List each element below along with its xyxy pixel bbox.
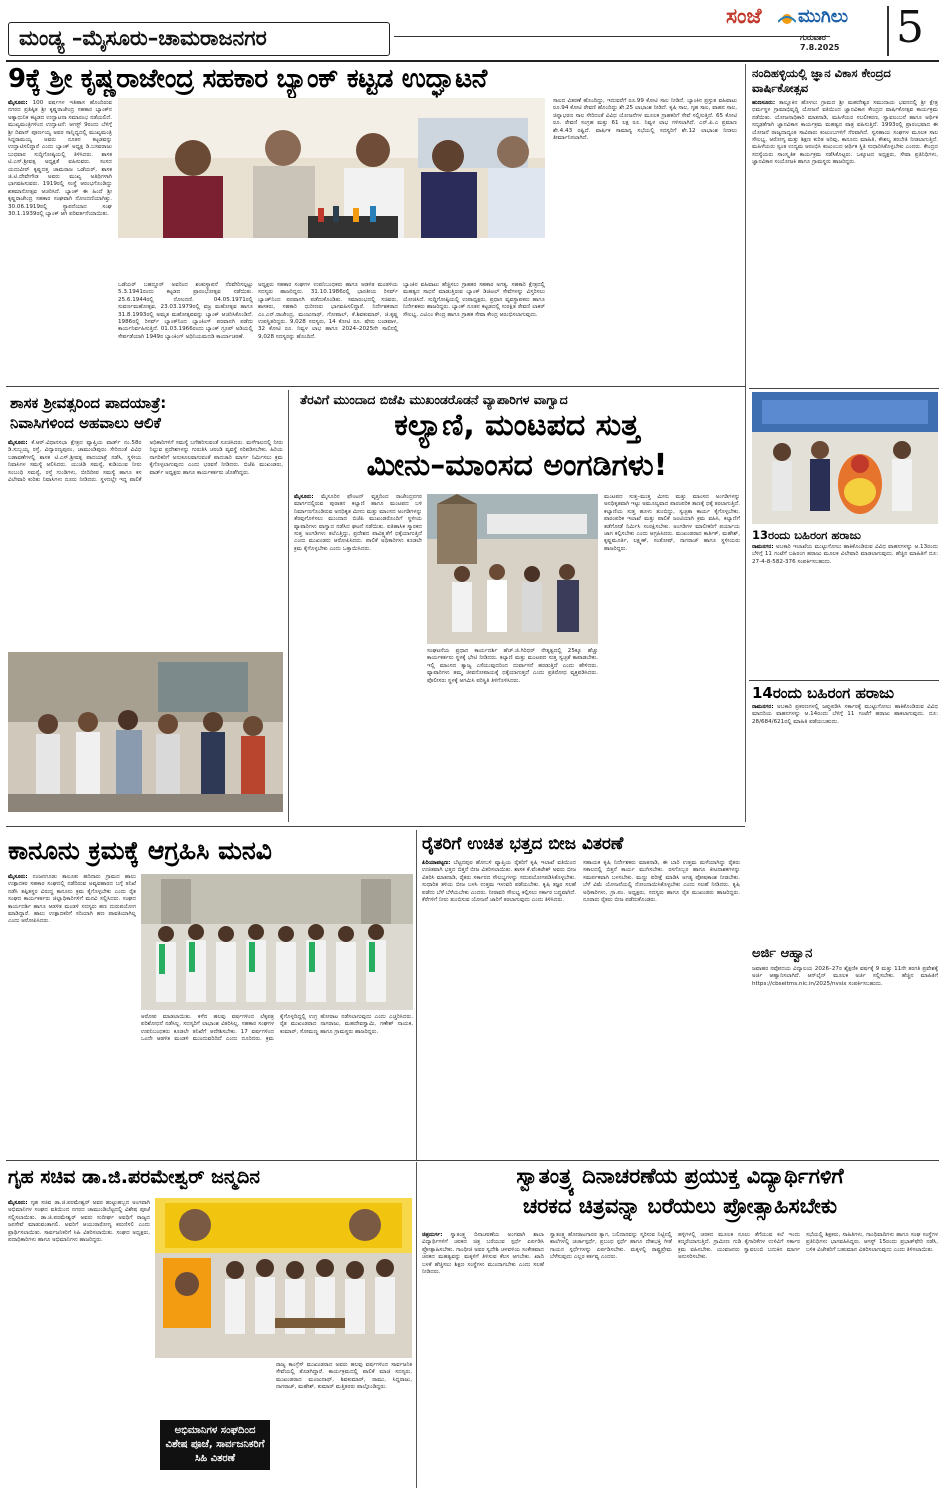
application-story <box>752 966 938 1156</box>
col-divider-law <box>416 830 417 1160</box>
page-number-divider <box>887 6 889 56</box>
auction-14-dateline: ರಾಮನಗರ: <box>752 704 774 710</box>
birthday-body-a: ಗೃಹ ಸಚಿವ ಡಾ.ಜಿ.ಪರಮೇಶ್ವರ್ ಅವರ ಹುಟ್ಟುಹಬ್ಬದ ಅಂಗವಾಗಿ ಅಭಿಮಾನಿಗಳ ಸಂಘದ ವತಿಯಿಂದ ನಗರದ ಚಾಮುಂಡಿಬೆಟ್ಟದಲ್ಲಿ ವಿಶೇಷ ಪೂಜೆ ಸಲ್ಲಿಸಲಾಯಿತು. ಡಾ.ಜಿ.ಪರಮೇಶ್ವರ್ ಅವರು ಸುದೀರ್ಘ ಅವಧಿಗೆ ರಾಜ್ಯದ ಜನಸೇವೆ ಮಾಡುವಂತಾಗಲಿ. ಅವರಿಗೆ ಆಯುರಾರೋಗ್ಯ ಕರುಣಿಸಲಿ ಎಂದು ಪ್ರಾರ್ಥಿಸಲಾಯಿತು. ಸಾರ್ವಜನಿಕರಿಗೆ ಸಿಹಿ ವಿತರಿಸಲಾಯಿತು. ಸಂಘದ ಅಧ್ಯಕ್ಷರು, ಪದಾಧಿಕಾರಿಗಳು ಹಾಗೂ ಅಭಿಮಾನಿಗಳು ಹಾಜರಿದ್ದರು. <box>8 1200 150 1244</box>
painting-dateline: ಚಿತ್ರದುರ್ಗ: <box>422 1232 443 1238</box>
market-body-a: ಮೈಸೂರಿನ ಫೌಂಟನ್ ವೃತ್ತದಿಂದ ರಾಜೇಂದ್ರನಗರ ಮಾರ್ಗದಲ್ಲಿರುವ ಪುರಾತನ ಕಲ್ಯಾಣಿ ಹಾಗೂ ಮಂಟಪದ ಬಳಿ ನಿರ್ಮಾಣಗೊಂಡಿರುವ ಅನಧಿಕೃತ ಮೀನು ಮತ್ತು ಮಾಂಸದ ಅಂಗಡಿಗಳನ್ನು ತೆರವುಗೊಳಿಸಲು ಮುಂದಾದ ಬಿಜೆಪಿ ಮುಖಂಡರೊಂದಿಗೆ ಸ್ಥಳೀಯ ವ್ಯಾಪಾರಿಗಳು ವಾಗ್ವಾದ ನಡೆಸಿದ ಘಟನೆ ನಡೆಯಿತು. ಐತಿಹಾಸಿಕ ಸ್ಮಾರಕದ ಸುತ್ತ ಅಂಗಡಿಗಳು ತಲೆಎತ್ತಿದ್ದು, ಪ್ರದೇಶದ ಪಾವಿತ್ರ್ಯತೆಗೆ ಧಕ್ಕೆಯಾಗುತ್ತಿದೆ ಎಂದು ಮುಖಂಡರು ಆರೋಪಿಸಿದರು. ಪಾಲಿಕೆ ಅಧಿಕಾರಿಗಳು ಕೂಡಲೇ ಕ್ರಮ ಕೈಗೊಳ್ಳಬೇಕು ಎಂದು ಒತ್ತಾಯಿಸಿದರು. <box>294 494 422 552</box>
story1-col-2 <box>118 282 253 382</box>
nandihalli-body: ತಾಲ್ಲೂಕಿನ ಹೊಳಲು ಗ್ರಾಮದ ಶ್ರೀ ಮಹದೇಶ್ವರ ಸಮುದಾಯ ಭವನದಲ್ಲಿ ಶ್ರೀ ಕ್ಷೇತ್ರ ಧರ್ಮಸ್ಥಳ ಗ್ರಾಮಾಭಿವೃದ್ಧಿ ಯೋಜನೆ ವತಿಯಿಂದ ಜ್ಞಾನವಿಕಾಸ ಕೇಂದ್ರದ ವಾರ್ಷಿಕೋತ್ಸವ ಕಾರ್ಯಕ್ರಮ ನಡೆಯಿತು. ಯೋಜನಾಧಿಕಾರಿ ಮಾತನಾಡಿ, ಮಹಿಳೆಯರ ಸಬಲೀಕರಣ, ಸ್ವಾವಲಂಬನೆ ಹಾಗೂ ಆರ್ಥಿಕ ಸದೃಢತೆಗಾಗಿ ಜ್ಞಾನವಿಕಾಸ ಕಾರ್ಯಕ್ರಮ ಮಹತ್ವದ ಪಾತ್ರ ವಹಿಸುತ್ತಿದೆ. 1993ರಲ್ಲಿ ಪ್ರಾರಂಭವಾದ ಈ ಯೋಜನೆ ರಾಜ್ಯದಾದ್ಯಂತ ಸಾವಿರಾರು ಕುಟುಂಬಗಳಿಗೆ ನೆರವಾಗಿದೆ. ಸ್ವಸಹಾಯ ಸಂಘಗಳ ಮೂಲಕ ಸಾಲ ಸೌಲಭ್ಯ, ಆರೋಗ್ಯ ಮತ್ತು ಶಿಕ್ಷಣ ಕುರಿತ ಅರಿವು, ಕಾನೂನು ಮಾಹಿತಿ, ಕೌಶಲ್ಯ ತರಬೇತಿ ನೀಡಲಾಗುತ್ತಿದೆ. ಮಹಿಳೆಯರು ಸ್ವಂತ ಉದ್ಯಮ ಆರಂಭಿಸಿ ಕುಟುಂಬದ ಆರ್ಥಿಕ ಸ್ಥಿತಿ ಸುಧಾರಿಸಿಕೊಳ್ಳಬೇಕು ಎಂದರು. ಕೇಂದ್ರದ ಸದಸ್ಯೆಯರು ಸಾಂಸ್ಕೃತಿಕ ಕಾರ್ಯಕ್ರಮ ನಡೆಸಿಕೊಟ್ಟರು. ಒಕ್ಕೂಟದ ಅಧ್ಯಕ್ಷರು, ಸೇವಾ ಪ್ರತಿನಿಧಿಗಳು, ಜ್ಞಾನವಿಕಾಸ ಸಂಯೋಜಕಿ ಹಾಗೂ ಗ್ರಾಮಸ್ಥರು ಹಾಜರಿದ್ದರು. <box>752 100 938 166</box>
headline-painting-1: ಸ್ವಾತಂತ್ರ್ಯ ದಿನಾಚರಣೆಯ ಪ್ರಯುಕ್ತ ವಿದ್ಯಾರ್ಥಿಗಳಿಗೆ <box>516 1164 844 1188</box>
padayatre-dateline: ಮೈಸೂರು: <box>8 440 28 446</box>
rule-lower <box>6 1160 939 1161</box>
painting-body-a: ಸ್ವಾತಂತ್ರ್ಯ ದಿನಾಚರಣೆಯ ಅಂಗವಾಗಿ ಶಾಲಾ ವಿದ್ಯಾರ್ಥಿಗಳಿಗೆ ಚರಕದ ಚಿತ್ರ ಬರೆಯುವ ಸ್ಪರ್ಧೆ ಏರ್ಪಡಿಸಿ ಪ್ರೋತ್ಸಾಹಿಸಬೇಕು. ಗಾಂಧೀಜಿ ಅವರ ಸ್ವದೇಶಿ ಚಳವಳಿಯ ಸಂಕೇತವಾದ ಚರಕದ ಮಹತ್ವವನ್ನು ಮಕ್ಕಳಿಗೆ ತಿಳಿಸುವ ಕೆಲಸ ಆಗಬೇಕು. ಖಾದಿ ಬಳಕೆ ಹೆಚ್ಚಿಸಲು ಶಿಕ್ಷಣ ಸಂಸ್ಥೆಗಳು ಮುಂದಾಗಬೇಕು ಎಂದು ಸಲಹೆ ನೀಡಿದರು. <box>422 1232 544 1276</box>
story1-col-3 <box>258 282 398 382</box>
birthday-photo-caption: ಅಭಿಮಾನಿಗಳ ಸಂಘದಿಂದ ವಿಶೇಷ ಪೂಜೆ, ಸಾರ್ವಜನಿಕರಿಗೆ ಸಿಹಿ ವಿತರಣೆ <box>160 1420 270 1470</box>
law-col-1 <box>8 874 136 1156</box>
law-dateline: ಮೈಸೂರು: <box>8 874 28 880</box>
painting-body-b: ಸ್ವಾತಂತ್ರ್ಯ ಹೋರಾಟಗಾರರ ತ್ಯಾಗ, ಬಲಿದಾನವನ್ನು ಸ್ಮರಿಸುವ ನಿಟ್ಟಿನಲ್ಲಿ ಶಾಲೆಗಳಲ್ಲಿ ಚರ್ಚಾಸ್ಪರ್ಧೆ, ಪ್ರಬಂಧ ಸ್ಪರ್ಧೆ ಹಾಗೂ ದೇಶಭಕ್ತಿ ಗೀತೆ ಗಾಯನ ಸ್ಪರ್ಧೆಗಳನ್ನು ಏರ್ಪಡಿಸಬೇಕು. ಮಕ್ಕಳಲ್ಲಿ ರಾಷ್ಟ್ರಪ್ರೇಮ ಬೆಳೆಸುವುದು ಎಲ್ಲರ ಕರ್ತವ್ಯ ಎಂದರು. <box>550 1232 672 1261</box>
seeds-col-1 <box>422 860 576 1156</box>
seeds-col-2 <box>583 860 740 1156</box>
story1-col-1 <box>8 100 112 382</box>
rule-right-2 <box>749 680 939 681</box>
painting-col-4 <box>806 1232 938 1484</box>
auction-14-body: ಅಬಕಾರಿ ಪ್ರಕರಣಗಳಲ್ಲಿ ಜಪ್ತುಪಡಿಸಿ ಸರ್ಕಾರಕ್ಕೆ ಮುಟ್ಟುಗೋಲು ಹಾಕಿಕೊಂಡಿರುವ ವಿವಿಧ ಮಾದರಿಯ ವಾಹನಗಳನ್ನು ಆ.14ರಂದು ಬೆಳಿಗ್ಗೆ 11 ಗಂಟೆಗೆ ಹರಾಜು ಹಾಕಲಾಗುವುದು. ದೂ: 28/684/621ರಲ್ಲಿ ಮಾಹಿತಿ ಪಡೆಯಬಹುದು. <box>752 704 938 725</box>
market-photo <box>427 494 598 644</box>
padayatre-photo <box>8 652 283 812</box>
painting-col-1 <box>422 1232 544 1484</box>
col-divider-left <box>288 390 289 822</box>
birthday-body-b: ರಾಜ್ಯ ಕಾಂಗ್ರೆಸ್ ಮುಖಂಡರಾದ ಅವರು ಹಲವು ವರ್ಷಗಳಿಂದ ಸಾರ್ವಜನಿಕ ಸೇವೆಯಲ್ಲಿ ತೊಡಗಿದ್ದಾರೆ. ಕಾರ್ಯಕ್ರಮದಲ್ಲಿ ಪಾಲಿಕೆ ಮಾಜಿ ಸದಸ್ಯರು, ಮುಖಂಡರಾದ ಮಂಜುನಾಥ್, ಶಿವಕುಮಾರ್, ರಾಮು, ಸಿದ್ದರಾಜು, ನಾಗರಾಜ್, ಮಹೇಶ್, ಕುಮಾರ್ ಮತ್ತಿತರರು ಪಾಲ್ಗೊಂಡಿದ್ದರು. <box>276 1362 412 1391</box>
page-number: 5 <box>896 2 924 53</box>
headline-market-2: ಮೀನು–ಮಾಂಸದ ಅಂಗಡಿಗಳು! <box>366 448 668 483</box>
market-col-1 <box>294 494 422 822</box>
market-col-3 <box>604 494 740 822</box>
auction-13-dateline: ರಾಮನಗರ: <box>752 544 774 550</box>
headline-application: ಅರ್ಜಿ ಆಹ್ವಾನ <box>752 946 813 961</box>
law-petition-photo <box>141 874 413 1010</box>
logo-word-mugilu: ಮುಗಿಲು <box>798 6 849 27</box>
story1-col-4 <box>403 282 545 382</box>
story1-body-d: ಅಧ್ಯಕ್ಷರು ಸಹಕಾರ ಸಂಘಗಳ ಉಪನಿಬಂಧಕರು ಹಾಗೂ ಆಡಳಿತ ಮಂಡಳಿಯ ಸದಸ್ಯರು ಹಾಜರಿದ್ದರು. 31.10.1986ರಲ್ಲಿ ಭಾರತೀಯ ರಿಸರ್ವ್ ಬ್ಯಾಂಕ್‌ನಿಂದ ಪರವಾನಗಿ ಪಡೆದುಕೊಂಡಿತು. ಸಮಾರಂಭದಲ್ಲಿ ಸಚಿವರು, ಶಾಸಕರು, ಸಹಕಾರಿ ಧುರೀಣರು ಭಾಗವಹಿಸಲಿದ್ದಾರೆ. ನಿರ್ದೇಶಕರಾದ ಎಂ.ಎನ್.ರಾಜೇಂದ್ರ, ಮಂಜುನಾಥ್, ಗೋಪಾಲ್, ಕೆ.ಶಿವಕುಮಾರ್, ಜಿ.ಕೃಷ್ಣ ಉಪಸ್ಥಿತರಿದ್ದರು. 9,028 ಸದಸ್ಯರು, 14 ಕೋಟಿ ರೂ. ಷೇರು ಬಂಡವಾಳ, 32 ಕೋಟಿ ರೂ. ನಿವ್ವಳ ಲಾಭ ಹಾಗೂ 2024–2025ನೇ ಸಾಲಿನಲ್ಲಿ 9,028 ಸದಸ್ಯರನ್ನು ಹೊಂದಿದೆ. <box>258 282 398 340</box>
law-body-b: ಆರೋಪ ಮಾಡಲಾಯಿತು. ಕಳೆದ ಹಲವು ವರ್ಷಗಳಿಂದ ಲೆಕ್ಕಪತ್ರ ಪರಿಶೋಧನೆ ನಡೆಸಿಲ್ಲ. ಸದಸ್ಯರಿಗೆ ಲಾಭಾಂಶ ವಿತರಿಸಿಲ್ಲ. ಸಹಕಾರ ಸಂಘಗಳ ಉಪನಿಬಂಧಕರು ಕೂಡಲೇ ತನಿಖೆಗೆ ಆದೇಶಿಸಬೇಕು. 17 ವರ್ಷಗಳಿಂದ ಒಂದೇ ಆಡಳಿತ ಮಂಡಳಿ ಮುಂದುವರಿದಿದೆ ಎಂದು ದೂರಿದರು. ಕ್ರಮ ಕೈಗೊಳ್ಳದಿದ್ದಲ್ಲಿ ಉಗ್ರ ಹೋರಾಟ ನಡೆಸಲಾಗುವುದು ಎಂದು ಎಚ್ಚರಿಸಿದರು. ರೈತ ಮುಖಂಡರಾದ ನಾಗರಾಜು, ಮಹದೇವಸ್ವಾಮಿ, ಗಣೇಶ್ ನಾಯಕ, ಕುಮಾರ್, ಸೋಮಣ್ಣ ಹಾಗೂ ಗ್ರಾಮಸ್ಥರು ಹಾಜರಿದ್ದರು. <box>141 1014 413 1043</box>
seeds-body-b: ಸಹಾಯಕ ಕೃಷಿ ನಿರ್ದೇಶಕರು ಮಾತನಾಡಿ, ಈ ಬಾರಿ ಉತ್ತಮ ಮಳೆಯಾಗಿದ್ದು ರೈತರು ಸಕಾಲದಲ್ಲಿ ಬಿತ್ತನೆ ಕಾರ್ಯ ಮುಗಿಸಬೇಕು. ರಸಗೊಬ್ಬರ ಹಾಗೂ ಕೀಟನಾಶಕಗಳನ್ನು ಸಮರ್ಪಕವಾಗಿ ಬಳಸಬೇಕು. ಮಣ್ಣು ಪರೀಕ್ಷೆ ಮಾಡಿಸಿ ಅಗತ್ಯ ಪೋಷಕಾಂಶ ನೀಡಬೇಕು. ಬೆಳೆ ವಿಮೆ ಯೋಜನೆಯಲ್ಲಿ ನೋಂದಾಯಿಸಿಕೊಳ್ಳಬೇಕು ಎಂದು ಸಲಹೆ ನೀಡಿದರು. ಕೃಷಿ ಅಧಿಕಾರಿಗಳು, ಗ್ರಾ.ಪಂ. ಅಧ್ಯಕ್ಷರು, ಸದಸ್ಯರು ಹಾಗೂ ರೈತ ಮುಖಂಡರು ಹಾಜರಿದ್ದರು. ನೂರಾರು ರೈತರು ಬೀಜ ಪಡೆದುಕೊಂಡರು. <box>583 860 740 904</box>
law-col-2 <box>141 1014 413 1156</box>
painting-col-2 <box>550 1232 672 1484</box>
auction-14-story <box>752 704 938 816</box>
auction-13-story <box>752 544 938 668</box>
issue-day: ಗುರುವಾರ <box>800 33 826 42</box>
headline-market-1: ಕಲ್ಯಾಣಿ, ಮಂಟಪದ ಸುತ್ತ <box>394 408 640 443</box>
headline-painting-2: ಚರಕದ ಚಿತ್ರವನ್ನಾ ಬರೆಯಲು ಪ್ರೋತ್ಸಾಹಿಸಬೇಕು <box>522 1194 838 1218</box>
birthday-photo <box>155 1198 412 1358</box>
market-body-c: ಮಂಟಪದ ಸುತ್ತ–ಮುತ್ತ ಮೀನು ಮತ್ತು ಮಾಂಸದ ಅಂಗಡಿಗಳನ್ನು ಅನಧಿಕೃತವಾಗಿ ಇಟ್ಟು ಅಮೂಲ್ಯವಾದ ಪಾರಂಪರಿಕ ತಾಣಕ್ಕೆ ಧಕ್ಕೆ ತರಲಾಗುತ್ತಿದೆ. ಕಲ್ಯಾಣಿಯ ಸುತ್ತ ಹೂಳು ತುಂಬಿದ್ದು, ಸ್ವಚ್ಛತಾ ಕಾರ್ಯ ಕೈಗೊಳ್ಳಬೇಕು. ಪಾರಂಪರಿಕ ಇಲಾಖೆ ಮತ್ತು ಪಾಲಿಕೆ ಜಂಟಿಯಾಗಿ ಕ್ರಮ ವಹಿಸಿ, ಕಲ್ಯಾಣಿಗೆ ತಡೆಗೋಡೆ ನಿರ್ಮಿಸಿ ಸಂರಕ್ಷಿಸಬೇಕು. ಅಂಗಡಿಗಳ ಮಾಲೀಕರಿಗೆ ಪರ್ಯಾಯ ಜಾಗ ಕಲ್ಪಿಸಬೇಕು ಎಂದು ಆಗ್ರಹಿಸಿದರು. ಮುಖಂಡರಾದ ಕಾರ್ತಿಕ್, ಮಹೇಶ್, ಕೃಷ್ಣಮೂರ್ತಿ, ಲಕ್ಷ್ಮಣ್, ಸಂತೋಷ್, ನಾಗರಾಜ್ ಹಾಗೂ ಸ್ಥಳೀಯರು ಹಾಜರಿದ್ದರು. <box>604 494 740 552</box>
painting-body-c: ಹಳ್ಳಿಗಳಲ್ಲಿ ಚರಕದ ಮೂಲಕ ನೂಲು ತೆಗೆಯುವ ಕಲೆ ಇಂದು ಕಣ್ಮರೆಯಾಗುತ್ತಿದೆ. ಗ್ರಾಮೀಣ ಗುಡಿ ಕೈಗಾರಿಕೆಗಳ ಉಳಿವಿಗೆ ಸರ್ಕಾರ ಕ್ರಮ ವಹಿಸಬೇಕು. ಯುವಜನರು ಸ್ವಾವಲಂಬಿ ಬದುಕಿನ ಮಾರ್ಗ ಅನುಸರಿಸಬೇಕು. <box>678 1232 800 1261</box>
law-body-a: ನಂಜನಗೂಡು ತಾಲೂಕು ಹದಿನಾರು ಗ್ರಾಮದ ಹಾಲು ಉತ್ಪಾದಕರ ಸಹಕಾರ ಸಂಘದಲ್ಲಿ ನಡೆದಿರುವ ಅವ್ಯವಹಾರದ ಬಗ್ಗೆ ತನಿಖೆ ನಡೆಸಿ ತಪ್ಪಿತಸ್ಥರ ವಿರುದ್ಧ ಕಾನೂನು ಕ್ರಮ ಕೈಗೊಳ್ಳಬೇಕು ಎಂದು ರೈತ ಸಂಘದ ಕಾರ್ಯಕರ್ತರು ಜಿಲ್ಲಾಧಿಕಾರಿಗಳಿಗೆ ಮನವಿ ಸಲ್ಲಿಸಿದರು. ಸಂಘದ ಕಾರ್ಯದರ್ಶಿ ಹಾಗೂ ಆಡಳಿತ ಮಂಡಳಿ ಸದಸ್ಯರು ಹಣ ದುರುಪಯೋಗ ಮಾಡಿದ್ದಾರೆ. ಹಾಲು ಉತ್ಪಾದಕರಿಗೆ ಸರಿಯಾಗಿ ಹಣ ಪಾವತಿಯಾಗಿಲ್ಲ ಎಂದು ಆರೋಪಿಸಿದರು. <box>8 874 136 925</box>
nandihalli-dateline: ಹುಣಸೂರು: <box>752 100 776 106</box>
birthday-col-2 <box>276 1362 412 1484</box>
masthead-rule <box>394 36 830 37</box>
sun-icon <box>778 10 796 24</box>
padayatre-story <box>8 440 283 648</box>
story1-body-e: ಬ್ಯಾಂಕಿನ ವಹಿವಾಟು ಹೆಚ್ಚಿಸಲು ಗ್ರಾಹಕರ ಸಹಕಾರ ಅಗತ್ಯ. ಸಹಕಾರಿ ಕ್ಷೇತ್ರದಲ್ಲಿ ಮಹತ್ವದ ಸಾಧನೆ ಮಾಡುತ್ತಿರುವ ಬ್ಯಾಂಕ್ ಡಿಜಿಟಲ್ ಸೇವೆಗಳನ್ನು ವಿಸ್ತರಿಸಲು ಯೋಜಿಸಿದೆ. ಸುದ್ದಿಗೋಷ್ಠಿಯಲ್ಲಿ ಉಪಾಧ್ಯಕ್ಷರು, ಪ್ರಧಾನ ವ್ಯವಸ್ಥಾಪಕರು ಹಾಗೂ ನಿರ್ದೇಶಕರು ಹಾಜರಿದ್ದರು. ಬ್ಯಾಂಕ್ ನೂತನ ಕಟ್ಟಡದಲ್ಲಿ ಸುರಕ್ಷಿತ ಠೇವಣಿ ಲಾಕರ್ ಸೌಲಭ್ಯ, ಎಟಿಎಂ ಕೇಂದ್ರ ಹಾಗೂ ಗ್ರಾಹಕ ಸೇವಾ ಕೇಂದ್ರ ಆರಂಭಿಸಲಾಗುವುದು. <box>403 282 545 318</box>
painting-col-3 <box>678 1232 800 1484</box>
padayatre-body: ಕೆ.ಆರ್.ವಿಧಾನಸಭಾ ಕ್ಷೇತ್ರದ ವ್ಯಾಪ್ತಿಯ ವಾರ್ಡ್ ನಂ.58ರ ಡಿ.ಸುಬ್ಬಯ್ಯ ರಸ್ತೆ, ವಿದ್ಯಾರಣ್ಯಪುರಂ, ಚಾಮುಂಡಿಪುರಂ ಸೇರಿದಂತೆ ವಿವಿಧ ಬಡಾವಣೆಗಳಲ್ಲಿ ಶಾಸಕ ಟಿ.ಎಸ್.ಶ್ರೀವತ್ಸ ಪಾದಯಾತ್ರೆ ನಡೆಸಿ, ಸ್ಥಳೀಯ ನಿವಾಸಿಗಳ ಸಮಸ್ಯೆ ಆಲಿಸಿದರು. ಯುಜಿಡಿ ಸಮಸ್ಯೆ, ಕುಡಿಯುವ ನೀರು ಸಂಬಂಧಿ ಸಮಸ್ಯೆ, ರಸ್ತೆ ಗುಂಡಿಗಳು, ಬೀದಿದೀಪ ಸಮಸ್ಯೆ ಹಾಗೂ ಕಸ ವಿಲೇವಾರಿ ಕುರಿತು ನಿವಾಸಿಗಳು ದೂರು ನೀಡಿದರು. ಸ್ಥಳದಲ್ಲೇ ಇದ್ದ ಪಾಲಿಕೆ ಅಧಿಕಾರಿಗಳಿಗೆ ಸಮಸ್ಯೆ ಬಗೆಹರಿಸುವಂತೆ ಸೂಚಿಸಿದರು. ಮಳೆಗಾಲದಲ್ಲಿ ನೀರು ನಿಲ್ಲುವ ಪ್ರದೇಶಗಳನ್ನು ಗುರುತಿಸಿ ಚರಂಡಿ ವ್ಯವಸ್ಥೆ ಸರಿಪಡಿಸಬೇಕು. ಹಿರಿಯ ನಾಗರಿಕರಿಗೆ ಅನುಕೂಲವಾಗುವಂತೆ ಪಾದಚಾರಿ ಮಾರ್ಗ ನಿರ್ಮಿಸಲು ಕ್ರಮ ಕೈಗೊಳ್ಳಲಾಗುವುದು ಎಂದು ಭರವಸೆ ನೀಡಿದರು. ಬಿಜೆಪಿ ಮುಖಂಡರು, ವಾರ್ಡ್ ಅಧ್ಯಕ್ಷರು ಹಾಗೂ ಕಾರ್ಯಕರ್ತರು ಜೊತೆಗಿದ್ದರು. <box>8 440 283 484</box>
logo-word-sanje: ಸಂಜೆ <box>726 4 762 28</box>
nandihalli-story <box>752 100 938 386</box>
newspaper-logo <box>726 4 886 34</box>
rule-under-story1 <box>6 386 745 387</box>
painting-body-d: ಸಭೆಯಲ್ಲಿ ಶಿಕ್ಷಕರು, ಸಾಹಿತಿಗಳು, ಗಾಂಧಿವಾದಿಗಳು ಹಾಗೂ ಸಂಘ ಸಂಸ್ಥೆಗಳ ಪ್ರತಿನಿಧಿಗಳು ಭಾಗವಹಿಸಿದ್ದರು. ಆಗಸ್ಟ್ 15ರಂದು ಪ್ರಭಾತ್‌ಫೇರಿ ನಡೆಸಿ, ಬಳಿಕ ವಿಜೇತರಿಗೆ ಬಹುಮಾನ ವಿತರಿಸಲಾಗುವುದು ಎಂದು ತಿಳಿಸಲಾಯಿತು. <box>806 1232 938 1253</box>
headline-padayatre-2: ನಿವಾಸಿಗಳಿಂದ ಅಹವಾಲು ಆಲಿಕೆ <box>10 414 161 432</box>
issue-date: 7.8.2025 <box>800 43 840 52</box>
col-divider-birthday <box>416 1162 417 1488</box>
market-body-b: ಸಂಘಟನೆಯ ಪ್ರಧಾನ ಕಾರ್ಯದರ್ಶಿ ಹೆಚ್.ಜಿ.ಗಿರಿಧರ್ ನೇತೃತ್ವದಲ್ಲಿ 25ಕ್ಕೂ ಹೆಚ್ಚು ಕಾರ್ಯಕರ್ತರು ಸ್ಥಳಕ್ಕೆ ಭೇಟಿ ನೀಡಿದರು. ಕಲ್ಯಾಣಿ ಮತ್ತು ಮಂಟಪದ ಸುತ್ತ ಸ್ವಚ್ಛತೆ ಕಾಪಾಡಬೇಕು. ಇಲ್ಲಿ ಮಾಂಸದ ತ್ಯಾಜ್ಯ ಎಸೆಯುವುದರಿಂದ ದುರ್ವಾಸನೆ ಹರಡುತ್ತಿದೆ ಎಂದು ಹೇಳಿದರು. ವ್ಯಾಪಾರಿಗಳು ತಮ್ಮ ಜೀವನೋಪಾಯಕ್ಕೆ ಧಕ್ಕೆಯಾಗುತ್ತದೆ ಎಂದು ಪ್ರತಿರೋಧ ವ್ಯಕ್ತಪಡಿಸಿದರು. ಪೊಲೀಸರು ಸ್ಥಳಕ್ಕೆ ಆಗಮಿಸಿ ಪರಿಸ್ಥಿತಿ ತಿಳಿಗೊಳಿಸಿದರು. <box>427 648 598 684</box>
story1-body-c: ಸಾಲದ ವಿತರಣೆ ಹೊಂದಿದ್ದು, ಇದುವರೆಗೆ ರೂ.99 ಕೋಟಿ ಸಾಲ ನೀಡಿದೆ. ಬ್ಯಾಂಕಿನ ಪ್ರಸ್ತುತ ವಹಿವಾಟು ರೂ.94 ಕೋಟಿ ಠೇವಣಿ ಹೊಂದಿದ್ದು ಶೇ.25 ಲಾಭಾಂಶ ನೀಡಿದೆ. ಕೃಷಿ ಸಾಲ, ಗೃಹ ಸಾಲ, ವಾಹನ ಸಾಲ, ಚಿನ್ನಾಭರಣ ಸಾಲ ಸೇರಿದಂತೆ ವಿವಿಧ ಯೋಜನೆಗಳ ಮೂಲಕ ಗ್ರಾಹಕರಿಗೆ ಸೇವೆ ಸಲ್ಲಿಸುತ್ತಿದೆ. 65 ಕೋಟಿ ರೂ. ಠೇವಣಿ ಸಂಗ್ರಹ ಮತ್ತು 61 ಲಕ್ಷ ರೂ. ನಿವ್ವಳ ಲಾಭ ಗಳಿಸಲಾಗಿದೆ. ಎನ್.ಪಿ.ಎ ಪ್ರಮಾಣ ಶೇ.4.43 ರಷ್ಟಿದೆ. ವಾರ್ಷಿಕ ಸಾಮಾನ್ಯ ಸಭೆಯಲ್ಲಿ ಸದಸ್ಯರಿಗೆ ಶೇ.12 ಲಾಭಾಂಶ ನೀಡಲು ತೀರ್ಮಾನಿಸಲಾಗಿದೆ. <box>553 98 737 142</box>
rule-right-1 <box>749 388 939 389</box>
headline-seed-distribution: ರೈತರಿಗೆ ಉಚಿತ ಭತ್ತದ ಬೀಜ ವಿತರಣೆ <box>422 834 624 854</box>
seeds-body-a: ಬೆಟ್ಟದಪುರ ಹೋಬಳಿ ವ್ಯಾಪ್ತಿಯ ರೈತರಿಗೆ ಕೃಷಿ ಇಲಾಖೆ ವತಿಯಿಂದ ಉಚಿತವಾಗಿ ಭತ್ತದ ಬಿತ್ತನೆ ಬೀಜ ವಿತರಿಸಲಾಯಿತು. ಶಾಸಕ ಕೆ.ವೆಂಕಟೇಶ್ ಅವರು ಬೀಜ ವಿತರಿಸಿ ಮಾತನಾಡಿ, ರೈತರು ಸರ್ಕಾರದ ಸೌಲಭ್ಯಗಳನ್ನು ಸದುಪಯೋಗಪಡಿಸಿಕೊಳ್ಳಬೇಕು. ಸುಧಾರಿತ ತಳಿಯ ಬೀಜ ಬಳಸಿ ಉತ್ತಮ ಇಳುವರಿ ಪಡೆಯಬೇಕು. ಕೃಷಿ ತಜ್ಞರ ಸಲಹೆ ಪಡೆದು ಬೆಳೆ ಬೆಳೆಯಬೇಕು ಎಂದರು. ನೀರಾವರಿ ಸೌಲಭ್ಯ ಕಲ್ಪಿಸಲು ಸರ್ಕಾರ ಬದ್ಧವಾಗಿದೆ. ಕೆರೆಗಳಿಗೆ ನೀರು ತುಂಬಿಸುವ ಯೋಜನೆ ಜಾರಿಗೆ ತರಲಾಗುವುದು ಎಂದು ತಿಳಿಸಿದರು. <box>422 860 576 904</box>
application-body: ಜವಾಹರ ನವೋದಯ ವಿದ್ಯಾಲಯ 2026–27ರ ಶೈಕ್ಷಣಿಕ ವರ್ಷಕ್ಕೆ 9 ಮತ್ತು 11ನೇ ತರಗತಿ ಪ್ರವೇಶಕ್ಕೆ ಅರ್ಜಿ ಆಹ್ವಾನಿಸಲಾಗಿದೆ. ಆನ್‌ಲೈನ್ ಮೂಲಕ ಅರ್ಜಿ ಸಲ್ಲಿಸಬೇಕು. ಹೆಚ್ಚಿನ ಮಾಹಿತಿಗೆ https://cbseitms.nic.in/2025/nvsix ಸಂಪರ್ಕಿಸಬಹುದು. <box>752 966 938 987</box>
market-kicker: ತೆರವಿಗೆ ಮುಂದಾದ ಬಿಜೆಪಿ ಮುಖಂಡರೊಡನೆ ವ್ಯಾಪಾರಿಗಳ ವಾಗ್ವಾದ <box>300 392 568 407</box>
headline-bank-inauguration: 9ಕ್ಕೆ ಶ್ರೀ ಕೃಷ್ಣರಾಜೇಂದ್ರ ಸಹಕಾರ ಬ್ಯಾಂಕ್ ಕಟ್ಟಡ ಉದ್ಘಾಟನೆ <box>8 64 487 94</box>
auction-13-body: ಅಬಕಾರಿ ಇಲಾಖೆಯ ಮುಟ್ಟುಗೋಲು ಹಾಕಿಕೊಂಡಿರುವ ವಿವಿಧ ವಾಹನಗಳನ್ನು ಆ.13ರಂದು ಬೆಳಿಗ್ಗೆ 11 ಗಂಟೆಗೆ ಬಹಿರಂಗ ಹರಾಜು ಮೂಲಕ ವಿಲೇವಾರಿ ಮಾಡಲಾಗುವುದು. ಹೆಚ್ಚಿನ ಮಾಹಿತಿಗೆ ದೂ: 27-4-8-582-376 ಸಂಪರ್ಕಿಸಬಹುದು. <box>752 544 938 565</box>
birthday-dateline: ಮೈಸೂರು: <box>8 1200 28 1206</box>
headline-nandihalli: ನಂದಿಹಳ್ಳಿಯಲ್ಲಿ ಜ್ಞಾನ ವಿಕಾಸ ಕೇಂದ್ರದ ವಾರ್ಷಿಕೋತ್ಸವ <box>752 66 891 95</box>
top-rule <box>6 60 939 62</box>
event-photo-right <box>752 392 938 524</box>
col-divider-right <box>745 64 746 822</box>
market-col-2 <box>427 648 598 822</box>
birthday-col-1 <box>8 1200 150 1484</box>
headline-auction-14: 14ರಂದು ಬಹಿರಂಗ ಹರಾಜು <box>752 684 894 702</box>
market-dateline: ಮೈಸೂರು: <box>294 494 314 500</box>
press-meet-photo <box>118 98 545 278</box>
section-banner <box>8 22 390 56</box>
rule-mid <box>6 826 745 827</box>
headline-birthday: ಗೃಹ ಸಚಿವ ಡಾ.ಜಿ.ಪರಮೇಶ್ವರ್ ಜನ್ಮದಿನ <box>8 1166 260 1188</box>
headline-law-petition: ಕಾನೂನು ಕ್ರಮಕ್ಕೆ ಆಗ್ರಹಿಸಿ ಮನವಿ <box>8 836 272 865</box>
story1-body-a: 100 ವರ್ಷಗಳ ಇತಿಹಾಸ ಹೊಂದಿರುವ ನಗರದ ಪ್ರತಿಷ್ಠಿತ ಶ್ರೀ ಕೃಷ್ಣರಾಜೇಂದ್ರ ಸಹಕಾರ ಬ್ಯಾಂಕ್‌ನ ಅತ್ಯಾಧುನಿಕ ಕಟ್ಟಡದ ಉದ್ಘಾಟನಾ ಸಮಾರಂಭ ನಡೆಯಲಿದೆ. ಮುಖ್ಯಮಂತ್ರಿಗಳಿಂದ ಉದ್ಘಾಟನೆ: ಆಗಸ್ಟ್ 9ರಂದು ಬೆಳಿಗ್ಗೆ ಶ್ರೀ ದಿವಾನ್ ಪೂರ್ಣಯ್ಯ ಅವರ ಸಾನ್ನಿಧ್ಯದಲ್ಲಿ ಮುಖ್ಯಮಂತ್ರಿ ಸಿದ್ದರಾಮಯ್ಯ ಅವರು ನೂತನ ಕಟ್ಟಡವನ್ನು ಉದ್ಘಾಟಿಸಲಿದ್ದಾರೆ ಎಂದು ಬ್ಯಾಂಕ್ ಅಧ್ಯಕ್ಷ ಡಿ.ಬಸವರಾಜು ಬುಧವಾರ ಸುದ್ದಿಗೋಷ್ಠಿಯಲ್ಲಿ ತಿಳಿಸಿದರು. ಶಾಸಕ ಟಿ.ಎಸ್.ಶ್ರೀವತ್ಸ ಅಧ್ಯಕ್ಷತೆ ವಹಿಸುವರು. ಸಂಸದ ಯದುವೀರ್ ಕೃಷ್ಣದತ್ತ ಚಾಮರಾಜ ಒಡೆಯರ್, ಶಾಸಕ ಜಿ.ಟಿ.ದೇವೇಗೌಡ ಅವರು ಮುಖ್ಯ ಅತಿಥಿಗಳಾಗಿ ಭಾಗವಹಿಸುವರು. 1919ರಲ್ಲಿ ಸಂಸ್ಥೆ ಆರಂಭಗೊಂಡಿದ್ದು ಶತಮಾನೋತ್ಸವ ಆಚರಿಸಿದೆ. ಬ್ಯಾಂಕ್ ಈ ಹಿಂದೆ ಶ್ರೀ ಕೃಷ್ಣರಾಜೇಂದ್ರ ಸಹಕಾರ ಸಂಘವಾಗಿ ನೋಂದಣಿಯಾಗಿತ್ತು. 30.06.1919ರಲ್ಲಿ ಸ್ಥಾಪನೆಯಾದ ಸಂಘ 30.1.1939ರಲ್ಲಿ ಬ್ಯಾಂಕ್ ಆಗಿ ಪರಿವರ್ತನೆಯಾಯಿತು. <box>8 100 112 218</box>
story1-dateline: ಮೈಸೂರು: <box>8 100 28 106</box>
headline-auction-13: 13ರಂದು ಬಹಿರಂಗ ಹರಾಜು <box>752 528 861 542</box>
story1-col-5 <box>553 98 737 382</box>
section-title: ಮಂಡ್ಯ –ಮೈಸೂರು–ಚಾಮರಾಜನಗರ <box>19 26 267 50</box>
headline-padayatre-1: ಶಾಸಕ ಶ್ರೀವತ್ಸರಿಂದ ಪಾದಯಾತ್ರೆ: <box>10 394 167 412</box>
story1-body-b: ಒಡೆಯರ್ ಬಹದ್ದೂರ್ ಅವರಿಂದ ಶಂಕುಸ್ಥಾಪನೆ ನೆರವೇರಿಸಲ್ಪಟ್ಟು 5.3.1941ರಂದು ಕಟ್ಟಡದ ಪ್ರಾರಂಭೋತ್ಸವ ನಡೆಯಿತು. 25.6.1944ರಲ್ಲಿ ನೋಂದಣಿ. 04.05.1971ರಲ್ಲಿ ಸುವರ್ಣಮಹೋತ್ಸವ, 23.03.1979ರಲ್ಲಿ ವಜ್ರ ಮಹೋತ್ಸವ ಹಾಗೂ 31.8.1993ರಲ್ಲಿ ಅಮೃತ ಮಹೋತ್ಸವವನ್ನು ಬ್ಯಾಂಕ್ ಆಚರಿಸಿಕೊಂಡಿದೆ. 1986ರಲ್ಲಿ ರಿಸರ್ವ್ ಬ್ಯಾಂಕ್‌ನಿಂದ ಬ್ಯಾಂಕಿಂಗ್ ಪರವಾನಗಿ ಪಡೆದು ಕಾರ್ಯನಿರ್ವಹಿಸುತ್ತಿದೆ. 01.03.1966ರಂದು ಬ್ಯಾಂಕ್ ಗ್ರೂಪ್ ಅಡಿಯಲ್ಲಿ ಸೇರ್ಪಡೆಯಾಗಿ 1949ರ ಬ್ಯಾಂಕಿಂಗ್ ಅಧಿನಿಯಮದಡಿ ಕಾರ್ಯಾಚರಣೆ. <box>118 282 253 340</box>
seeds-dateline: ಪಿರಿಯಾಪಟ್ಟಣ: <box>422 860 451 866</box>
